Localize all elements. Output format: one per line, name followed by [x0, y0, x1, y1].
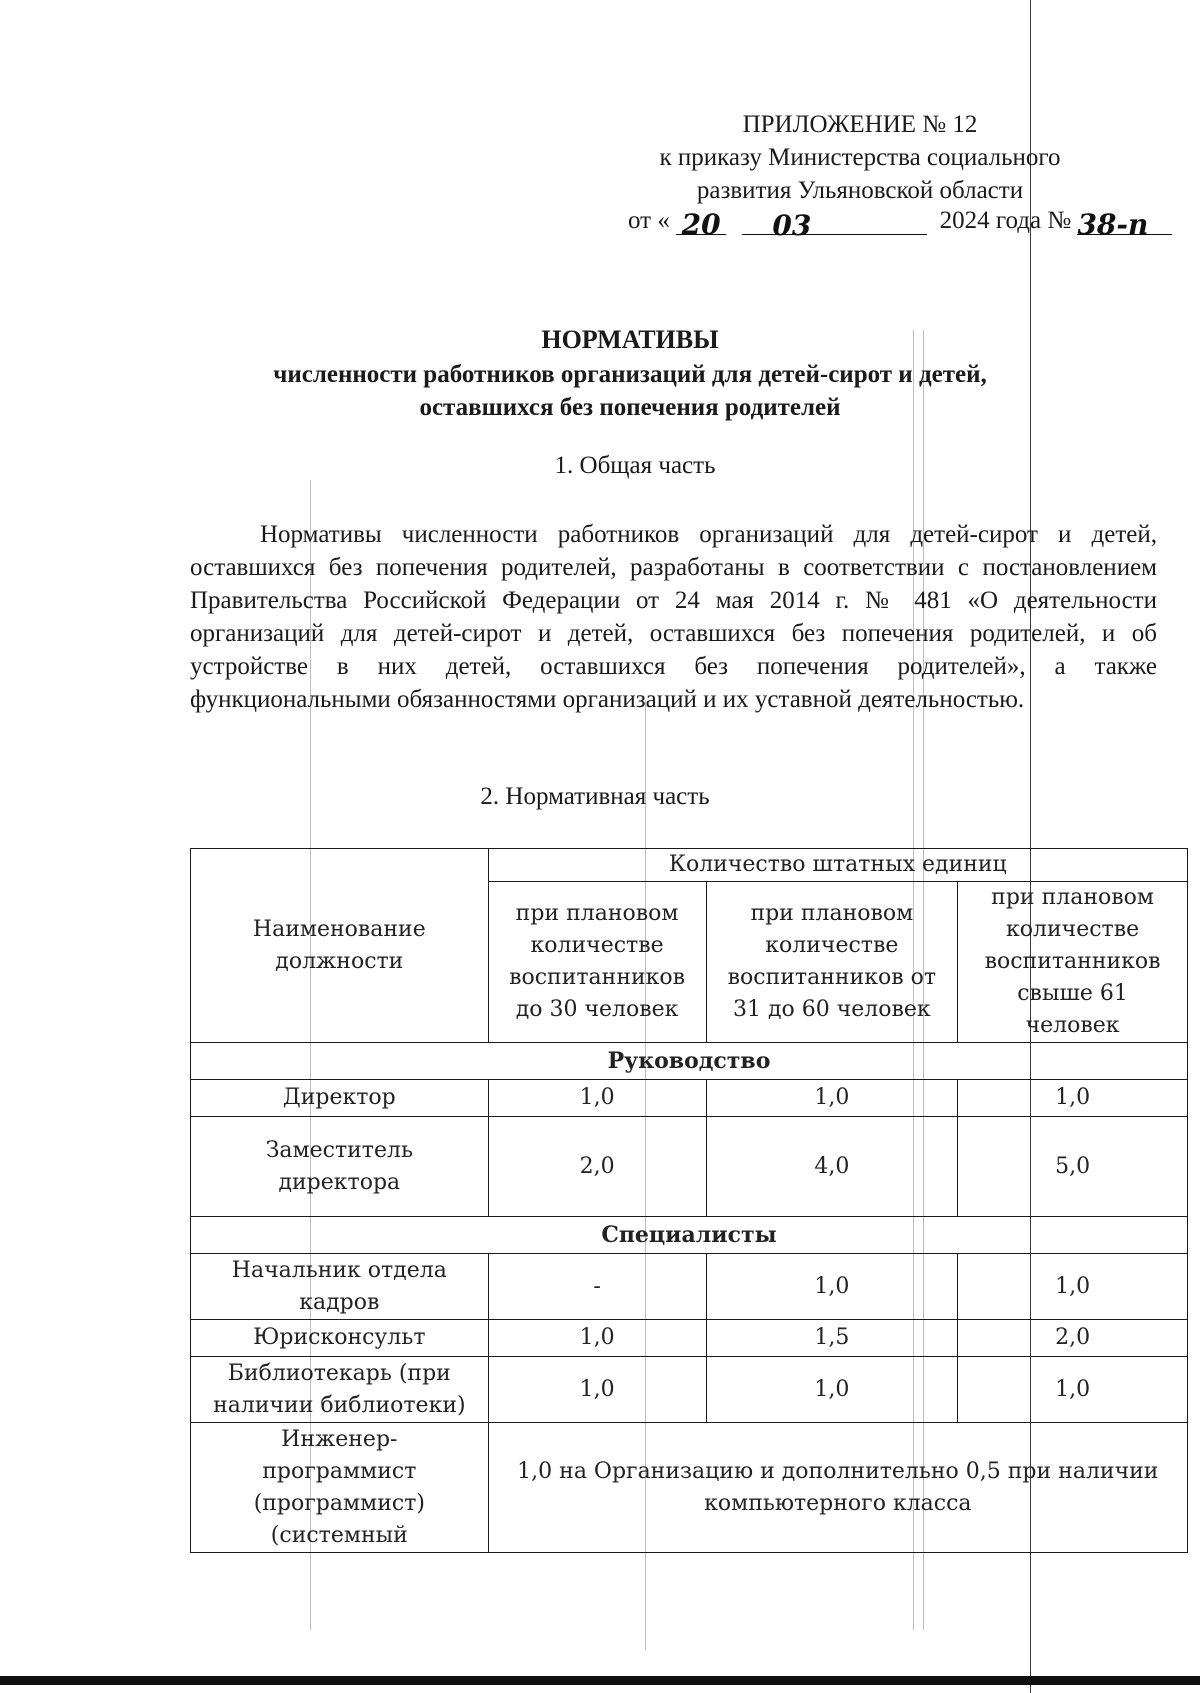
position-name: Инженер-программист (программист) (системный [191, 1423, 489, 1553]
section-heading-general: 1. Общая часть [554, 452, 716, 479]
table-section-row [191, 1217, 1188, 1254]
section-management: Руководство [191, 1043, 1188, 1080]
paragraph-text: Нормативы численности работников организаций для детей-сирот и детей, оставшихся без попечения родителей, разработаны в соответствии с постановлением Правительства Российской Федерации от 24 мая 2014 г. № 481 «О деятельности организаций для детей-сирот и детей, оставшихся без попечения родителей, и об устройстве в них детей, оставшихся без попечения родителей», а также функциональными обязанностями организаций и их уставной деятельностью. [190, 521, 1157, 713]
appendix-header [560, 108, 1160, 207]
value-31-60: 1,0 [706, 1254, 958, 1320]
document-subtitle [190, 358, 1070, 424]
appendix-title: ПРИЛОЖЕНИЕ № 12 [742, 111, 978, 138]
value-over-61: 1,0 [958, 1357, 1188, 1423]
intro-paragraph [190, 518, 1157, 716]
value-over-61: 1,0 [958, 1254, 1188, 1320]
header-col-up-to-30: при плановом количестве воспитанников до 30 человек [488, 882, 706, 1043]
value-up-to-30: 2,0 [488, 1117, 706, 1217]
date-month-field [742, 209, 927, 242]
table-row [191, 1423, 1188, 1553]
value-31-60: 1,0 [706, 1080, 958, 1117]
value-over-61: 2,0 [958, 1320, 1188, 1357]
value-up-to-30: 1,0 [488, 1357, 706, 1423]
header-staff-units: Количество штатных единиц [488, 849, 1187, 882]
order-number: 38-п [1077, 208, 1149, 241]
value-up-to-30: 1,0 [488, 1320, 706, 1357]
value-over-61: 1,0 [958, 1080, 1188, 1117]
document-title: НОРМАТИВЫ [541, 325, 719, 354]
position-name: Заместитель директора [191, 1117, 489, 1217]
date-prefix: от « [628, 207, 670, 234]
position-name: Начальник отдела кадров [191, 1254, 489, 1320]
value-up-to-30: 1,0 [488, 1080, 706, 1117]
table-row [191, 1080, 1188, 1117]
merged-value: 1,0 на Организацию и дополнительно 0,5 при наличии компьютерного класса [488, 1423, 1187, 1553]
value-over-61: 5,0 [958, 1117, 1188, 1217]
table-row [191, 1357, 1188, 1423]
subtitle-line-1: численности работников организаций для детей-сирот и детей, [273, 361, 987, 388]
header-col-31-60: при плановом количестве воспитанников от 31 до 60 человек [706, 882, 958, 1043]
date-month: 03 [772, 209, 812, 242]
subtitle-line-2: оставшихся без попечения родителей [419, 394, 841, 421]
value-31-60: 4,0 [706, 1117, 958, 1217]
order-date-line [628, 207, 1172, 242]
appendix-ministry-line: развития Ульяновской области [696, 177, 1024, 204]
date-day: 20 [681, 208, 721, 241]
table-row [191, 1117, 1188, 1217]
scan-bottom-edge [0, 1676, 1200, 1685]
date-year: 2024 года № [939, 207, 1072, 234]
value-31-60: 1,0 [706, 1357, 958, 1423]
table-row [191, 1320, 1188, 1357]
section-specialists: Специалисты [191, 1217, 1188, 1254]
table-row [191, 1254, 1188, 1320]
position-name: Директор [191, 1080, 489, 1117]
staffing-norms-table [190, 848, 1188, 1553]
value-up-to-30: - [488, 1254, 706, 1320]
position-name: Библиотекарь (при наличии библиотеки) [191, 1357, 489, 1423]
table-section-row [191, 1043, 1188, 1080]
value-31-60: 1,5 [706, 1320, 958, 1357]
date-day-field [676, 208, 726, 241]
position-name: Юрисконсульт [191, 1320, 489, 1357]
appendix-order-line: к приказу Министерства социального [659, 144, 1061, 171]
header-col-over-61: при плановом количестве воспитанников свыше 61 человек [958, 882, 1188, 1043]
table-header-row [191, 849, 1188, 882]
header-position: Наименование должности [191, 849, 489, 1043]
section-heading-normative: 2. Нормативная часть [480, 783, 710, 810]
order-number-field [1077, 208, 1172, 241]
